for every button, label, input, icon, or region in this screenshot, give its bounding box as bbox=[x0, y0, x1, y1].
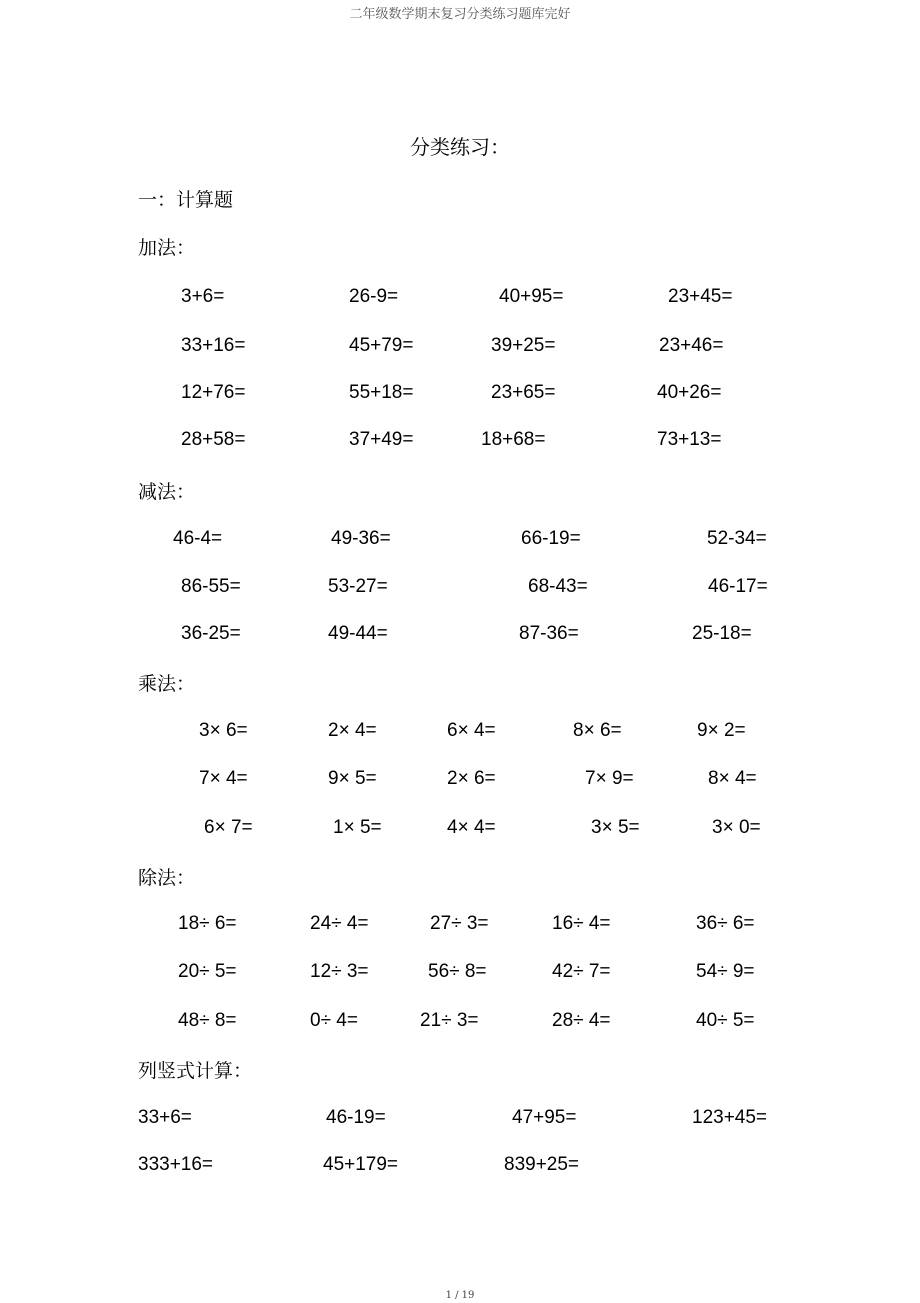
subtraction-problem: 68-43= bbox=[528, 576, 588, 597]
addition-problem: 40+26= bbox=[657, 382, 722, 403]
division-problem: 20÷ 5= bbox=[178, 961, 237, 982]
division-problem: 27÷ 3= bbox=[430, 913, 489, 934]
division-problem: 0÷ 4= bbox=[310, 1010, 358, 1031]
vertical-problem: 33+6= bbox=[138, 1107, 192, 1128]
division-problem: 54÷ 9= bbox=[696, 961, 755, 982]
addition-problem: 40+95= bbox=[499, 286, 564, 307]
addition-label: 加法： bbox=[138, 237, 196, 259]
division-problem: 21÷ 3= bbox=[420, 1010, 479, 1031]
addition-problem: 45+79= bbox=[349, 335, 414, 356]
multiplication-problem: 7× 9= bbox=[585, 768, 634, 789]
vertical-problem: 123+45= bbox=[692, 1107, 768, 1128]
division-problem: 18÷ 6= bbox=[178, 913, 237, 934]
subtraction-problem: 86-55= bbox=[181, 576, 241, 597]
addition-problem: 26-9= bbox=[349, 286, 399, 307]
subtraction-problem: 52-34= bbox=[707, 528, 767, 549]
division-problem: 56÷ 8= bbox=[428, 961, 487, 982]
subtraction-problem: 49-44= bbox=[328, 623, 388, 644]
multiplication-problem: 9× 2= bbox=[697, 720, 746, 741]
subtraction-problem: 25-18= bbox=[692, 623, 752, 644]
multiplication-problem: 4× 4= bbox=[447, 817, 496, 838]
subtraction-problem: 66-19= bbox=[521, 528, 581, 549]
subtraction-problem: 87-36= bbox=[519, 623, 579, 644]
document-header: 二年级数学期末复习分类练习题库完好 bbox=[349, 7, 571, 22]
addition-problem: 12+76= bbox=[181, 382, 246, 403]
subtraction-problem: 46-17= bbox=[708, 576, 768, 597]
addition-problem: 23+46= bbox=[659, 335, 724, 356]
division-label: 除法： bbox=[138, 867, 196, 889]
multiplication-problem: 8× 4= bbox=[708, 768, 757, 789]
subtraction-problem: 49-36= bbox=[331, 528, 391, 549]
multiplication-problem: 6× 7= bbox=[204, 817, 253, 838]
addition-problem: 33+16= bbox=[181, 335, 246, 356]
multiplication-problem: 3× 6= bbox=[199, 720, 248, 741]
division-problem: 42÷ 7= bbox=[552, 961, 611, 982]
addition-problem: 73+13= bbox=[657, 429, 722, 450]
multiplication-problem: 2× 4= bbox=[328, 720, 377, 741]
addition-problem: 55+18= bbox=[349, 382, 414, 403]
multiplication-problem: 2× 6= bbox=[447, 768, 496, 789]
vertical-calculation-label: 列竖式计算： bbox=[138, 1060, 253, 1082]
division-problem: 36÷ 6= bbox=[696, 913, 755, 934]
division-problem: 28÷ 4= bbox=[552, 1010, 611, 1031]
subtraction-problem: 46-4= bbox=[173, 528, 223, 549]
division-problem: 40÷ 5= bbox=[696, 1010, 755, 1031]
addition-problem: 23+65= bbox=[491, 382, 556, 403]
multiplication-problem: 6× 4= bbox=[447, 720, 496, 741]
addition-problem: 18+68= bbox=[481, 429, 546, 450]
multiplication-problem: 1× 5= bbox=[333, 817, 382, 838]
multiplication-problem: 3× 5= bbox=[591, 817, 640, 838]
multiplication-problem: 7× 4= bbox=[199, 768, 248, 789]
addition-problem: 39+25= bbox=[491, 335, 556, 356]
division-problem: 24÷ 4= bbox=[310, 913, 369, 934]
multiplication-problem: 8× 6= bbox=[573, 720, 622, 741]
section-heading-calculation: 一：计算题 bbox=[138, 189, 234, 211]
multiplication-problem: 9× 5= bbox=[328, 768, 377, 789]
addition-problem: 28+58= bbox=[181, 429, 246, 450]
subtraction-problem: 36-25= bbox=[181, 623, 241, 644]
vertical-problem: 45+179= bbox=[323, 1154, 399, 1175]
addition-problem: 3+6= bbox=[181, 286, 225, 307]
page-number: 1 / 19 bbox=[445, 1290, 475, 1301]
division-problem: 12÷ 3= bbox=[310, 961, 369, 982]
division-problem: 16÷ 4= bbox=[552, 913, 611, 934]
multiplication-problem: 3× 0= bbox=[712, 817, 761, 838]
multiplication-label: 乘法： bbox=[138, 673, 196, 695]
vertical-problem: 333+16= bbox=[138, 1154, 214, 1175]
subtraction-problem: 53-27= bbox=[328, 576, 388, 597]
addition-problem: 37+49= bbox=[349, 429, 414, 450]
page-title: 分类练习： bbox=[410, 135, 510, 159]
addition-problem: 23+45= bbox=[668, 286, 733, 307]
vertical-problem: 47+95= bbox=[512, 1107, 577, 1128]
division-problem: 48÷ 8= bbox=[178, 1010, 237, 1031]
vertical-problem: 46-19= bbox=[326, 1107, 386, 1128]
subtraction-label: 减法： bbox=[138, 481, 196, 503]
vertical-problem: 839+25= bbox=[504, 1154, 580, 1175]
